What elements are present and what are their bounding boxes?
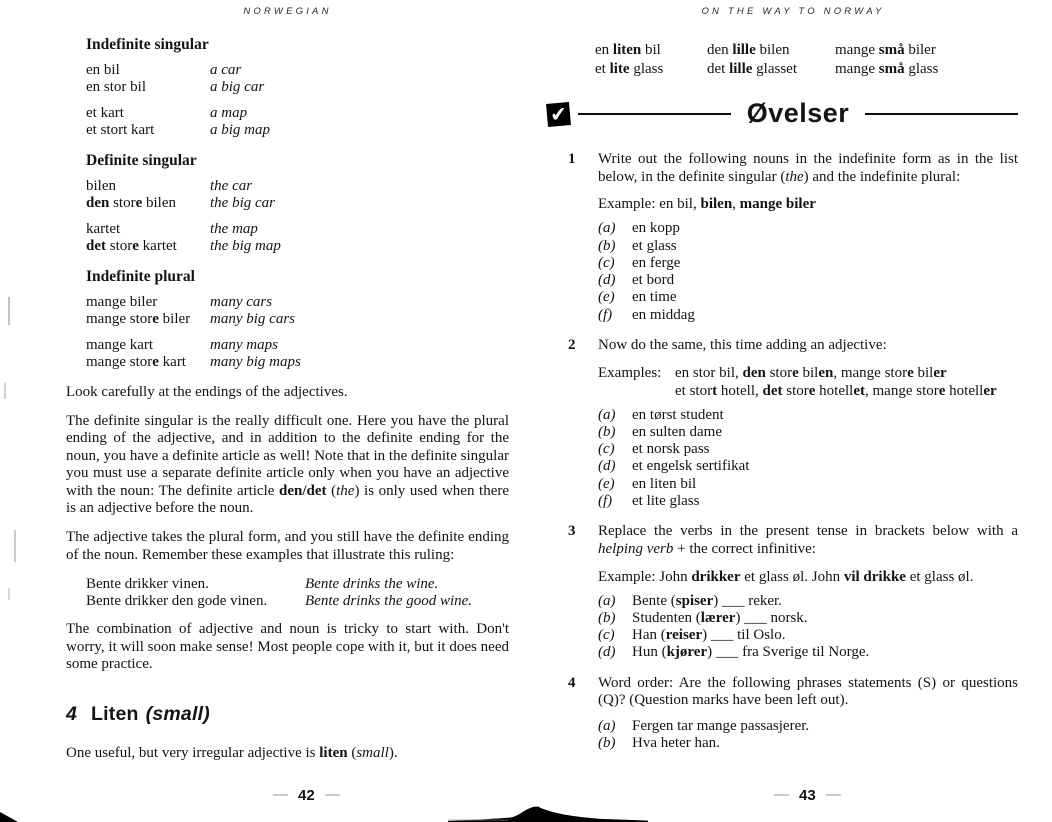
subitem-text: en liten bil — [632, 475, 697, 492]
exercise-subitem — [598, 458, 1018, 475]
norwegian-term: en bil — [86, 61, 120, 78]
subitem-text: et glass — [632, 237, 677, 254]
subitem-label: (d) — [598, 272, 616, 289]
exercise-items — [598, 718, 1018, 753]
corner-blot-artifact — [0, 810, 18, 822]
subitem-label: (b) — [598, 237, 616, 254]
exercise-subitem — [598, 441, 1018, 458]
cell-indefinite: en liten bil — [595, 42, 661, 59]
cell-definite: den lille bilen — [707, 42, 790, 59]
norwegian-sentence: Bente drikker vinen. — [86, 576, 209, 593]
subitem-label: (b) — [598, 423, 616, 440]
paragraph-endings: Look carefully at the endings of the adjectives. — [66, 383, 348, 400]
exercise-body — [598, 675, 1018, 753]
heading-rule-left — [578, 113, 731, 116]
subitem-label: (a) — [598, 717, 616, 734]
subitem-label: (d) — [598, 458, 616, 475]
subitem-text: en kopp — [632, 220, 680, 237]
example-line: en stor bil, den store bilen, mange store biler — [675, 364, 947, 381]
exercise-4 — [568, 675, 1018, 753]
ovelser-title: Øvelser — [746, 98, 850, 129]
exercise-2 — [568, 337, 1018, 510]
exercise-subitem — [598, 627, 1018, 644]
subitem-text: en ferge — [632, 254, 681, 271]
page-number-value: 43 — [799, 787, 816, 804]
cell-indefinite: et lite glass — [595, 60, 664, 77]
subitem-label: (c) — [598, 254, 615, 271]
norwegian-term: mange kart — [86, 336, 154, 353]
exercise-1 — [568, 151, 1018, 324]
exercise-body — [598, 337, 1018, 510]
exercise-items — [598, 220, 1018, 324]
exercise-subitem — [598, 718, 1018, 735]
exercise-subitem — [598, 307, 1018, 324]
vocab-row — [86, 294, 509, 311]
vocab-heading-indefinite-plural: Indefinite plural — [86, 267, 195, 285]
footer-dash: — — [273, 786, 288, 803]
subitem-text: en time — [632, 289, 677, 306]
norwegian-term: det store kartet — [86, 237, 177, 254]
exercise-number: 4 — [568, 674, 576, 691]
subitem-label: (e) — [598, 475, 615, 492]
exercise-example: Example: en bil, bilen, mange biler — [598, 196, 816, 213]
page-curl-artifact — [448, 802, 648, 822]
vocab-group — [86, 221, 509, 255]
exercise-example: Example: John drikker et glass øl. John vil drikke et glass øl. — [598, 568, 974, 585]
scan-mark — [8, 588, 10, 600]
subitem-label: (a) — [598, 220, 616, 237]
subitem-text: en tørst student — [632, 406, 724, 423]
table-row — [595, 41, 1018, 60]
vocab-group — [86, 337, 509, 371]
subitem-text: en sulten dame — [632, 423, 722, 440]
example-row — [86, 593, 509, 610]
exercise-body — [598, 151, 1018, 324]
vocab-row — [86, 79, 509, 96]
section-note: (small) — [145, 703, 210, 726]
english-sentence: Bente drinks the good wine. — [305, 593, 473, 610]
subitem-text: Hva heter han. — [632, 735, 720, 752]
paragraph-plural-form: The adjective takes the plural form, and you still have the definite ending of the noun. Remember these examples that illustrate this ruling: — [66, 529, 509, 563]
right-page — [549, 6, 1018, 753]
exercise-subitem — [598, 493, 1018, 510]
exercise-subitem — [598, 272, 1018, 289]
subitem-text: Studenten (lærer) ___ norsk. — [632, 609, 808, 626]
exercise-examples — [598, 364, 1018, 400]
english-translation: many big maps — [210, 353, 301, 370]
subitem-text: en middag — [632, 306, 695, 323]
subitem-label: (d) — [598, 644, 616, 661]
exercise-3 — [568, 523, 1018, 661]
vocab-heading-indefinite-singular: Indefinite singular — [86, 36, 209, 54]
subitem-text: et bord — [632, 272, 675, 289]
exercise-items — [598, 593, 1018, 662]
norwegian-term: et stort kart — [86, 121, 155, 138]
english-translation: a map — [210, 104, 248, 121]
vocab-row — [86, 195, 509, 212]
subitem-label: (f) — [598, 493, 613, 510]
page-number-value: 42 — [298, 787, 315, 804]
heading-rule-right — [865, 113, 1018, 116]
norwegian-term: mange store kart — [86, 353, 186, 370]
english-translation: many big cars — [210, 310, 295, 327]
norwegian-term: et kart — [86, 104, 124, 121]
running-head-left: NORWEGIAN — [243, 6, 332, 17]
exercise-prompt: Replace the verbs in the present tense in brackets below with a helping verb + the correct infinitive: — [598, 523, 1018, 557]
exercise-subitem — [598, 644, 1018, 661]
exercise-subitem — [598, 735, 1018, 752]
subitem-text: et lite glass — [632, 493, 700, 510]
norwegian-term: mange store biler — [86, 310, 191, 327]
page-number-right — [764, 787, 851, 804]
exercise-number: 3 — [568, 523, 576, 540]
subitem-label: (c) — [598, 441, 615, 458]
subitem-text: Bente (spiser) ___ reker. — [632, 592, 782, 609]
cell-plural: mange små biler — [835, 42, 936, 59]
vocab-row — [86, 238, 509, 255]
subitem-label: (b) — [598, 735, 616, 752]
section-heading-liten — [66, 703, 509, 726]
running-head-right: ON THE WAY TO NORWAY — [701, 6, 885, 17]
liten-declension-table — [595, 41, 1018, 78]
vocab-row — [86, 311, 509, 328]
example-line: et stort hotell, det store hotellet, mange store hoteller — [675, 382, 997, 399]
subitem-label: (a) — [598, 592, 616, 609]
vocab-group — [86, 178, 509, 212]
exercise-number: 2 — [568, 336, 576, 353]
english-translation: the big map — [210, 237, 281, 254]
cell-definite: det lille glasset — [707, 60, 797, 77]
ovelser-header — [549, 98, 1018, 130]
scan-mark — [14, 530, 16, 562]
norwegian-term: mange biler — [86, 293, 158, 310]
page-number-left — [263, 787, 350, 804]
exercise-subitem — [598, 289, 1018, 306]
exercise-number: 1 — [568, 151, 576, 168]
english-sentence: Bente drinks the wine. — [305, 576, 439, 593]
exercise-subitem — [598, 610, 1018, 627]
vocab-group — [86, 294, 509, 328]
footer-dash: — — [774, 786, 789, 803]
norwegian-term: en stor bil — [86, 78, 146, 95]
exercise-subitem — [598, 593, 1018, 610]
examples-lines — [675, 364, 1018, 400]
exercise-subitem — [598, 238, 1018, 255]
vocab-group — [86, 62, 509, 96]
vocab-row — [86, 62, 509, 79]
footer-dash: — — [825, 786, 841, 803]
scan-mark — [8, 297, 10, 325]
cell-plural: mange små glass — [835, 60, 939, 77]
exercise-prompt: Write out the following nouns in the indefinite form as in the list below, in the definite singular (the) and the indefinite plural: — [598, 151, 1018, 185]
english-translation: a car — [210, 61, 242, 78]
section-title: Liten — [91, 703, 139, 726]
paragraph-liten: One useful, but very irregular adjective is liten (small). — [66, 744, 398, 761]
subitem-label: (e) — [598, 289, 615, 306]
vocab-row — [86, 122, 509, 139]
examples-label: Examples: — [598, 364, 662, 381]
subitem-label: (a) — [598, 406, 616, 423]
scan-mark — [4, 383, 6, 399]
section-number: 4 — [66, 703, 78, 726]
norwegian-term: den store bilen — [86, 194, 177, 211]
subitem-text: Hun (kjører) ___ fra Sverige til Norge. — [632, 644, 870, 661]
subitem-text: Fergen tar mange passasjerer. — [632, 717, 810, 734]
subitem-text: Han (reiser) ___ til Oslo. — [632, 627, 786, 644]
norwegian-term: kartet — [86, 220, 121, 237]
exercise-subitem — [598, 424, 1018, 441]
left-page — [66, 6, 509, 762]
exercise-body — [598, 523, 1018, 661]
exercise-subitem — [598, 407, 1018, 424]
exercise-prompt: Now do the same, this time adding an adjective: — [598, 336, 887, 353]
table-row — [595, 60, 1018, 79]
paragraph-definite-singular: The definite singular is the really difficult one. Here you have the plural ending of the adjective, and in addition to the definite ending for the noun, you have a definite article as well! Note that in the definite singular you must use a separate definite article only when you have an adjective with the noun: The definite article den/det (the) is only used when there is an adjective before the noun. — [66, 412, 510, 517]
subitem-label: (b) — [598, 609, 616, 626]
exercise-subitem — [598, 255, 1018, 272]
paragraph-combination: The combination of adjective and noun is tricky to start with. Don't worry, it will soon make sense! Most people cope with it, but it does need some practice. — [66, 621, 509, 673]
norwegian-sentence: Bente drikker den gode vinen. — [86, 593, 268, 610]
english-translation: a big map — [210, 121, 270, 138]
checked-checkbox-icon: ✔ — [546, 102, 571, 127]
norwegian-term: bilen — [86, 177, 116, 194]
example-row — [86, 576, 509, 593]
subitem-text: et engelsk sertifikat — [632, 458, 750, 475]
vocab-group — [86, 105, 509, 139]
vocab-row — [86, 337, 509, 354]
subitem-label: (f) — [598, 306, 613, 323]
exercise-subitem — [598, 220, 1018, 237]
exercise-items — [598, 407, 1018, 511]
exercise-prompt: Word order: Are the following phrases statements (S) or questions (Q)? (Question marks have been left out). — [598, 674, 1018, 709]
english-translation: many cars — [210, 293, 273, 310]
footer-dash: — — [324, 786, 340, 803]
vocab-row — [86, 105, 509, 122]
english-translation: many maps — [210, 336, 278, 353]
vocab-row — [86, 354, 509, 371]
english-translation: the big car — [210, 194, 275, 211]
subitem-text: et norsk pass — [632, 441, 710, 458]
vocab-row — [86, 221, 509, 238]
subitem-label: (c) — [598, 627, 615, 644]
english-translation: the car — [210, 177, 253, 194]
exercise-subitem — [598, 476, 1018, 493]
english-translation: the map — [210, 220, 258, 237]
vocab-row — [86, 178, 509, 195]
english-translation: a big car — [210, 78, 265, 95]
bente-examples — [86, 576, 509, 610]
vocab-heading-definite-singular: Definite singular — [86, 151, 197, 169]
